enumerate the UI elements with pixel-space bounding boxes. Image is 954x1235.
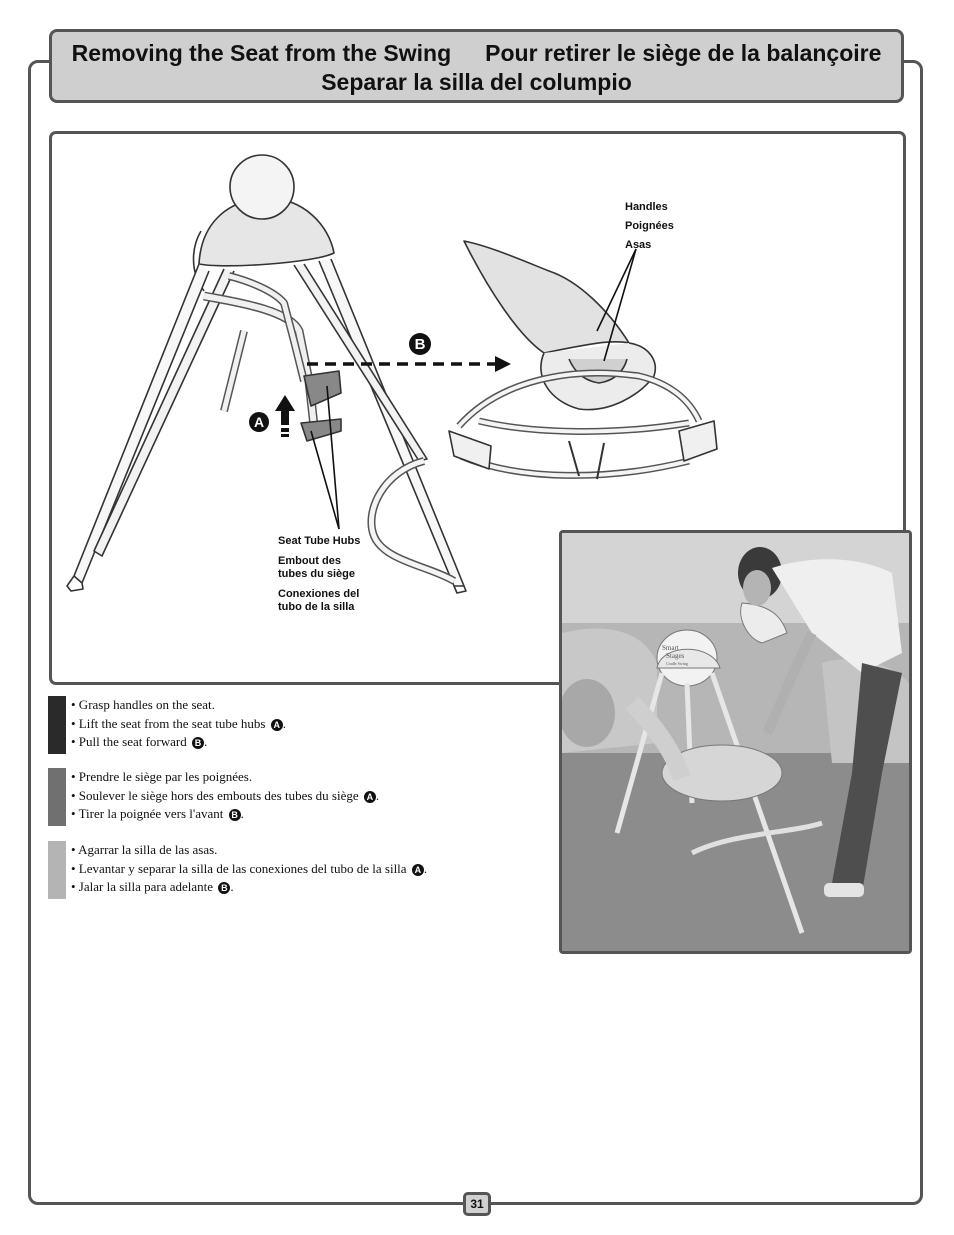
french-step-3: • Tirer la poignée vers l'avant B . <box>71 806 244 821</box>
marker-a-badge: A <box>364 791 376 803</box>
marker-a-label: A <box>253 414 265 430</box>
english-list <box>48 696 548 752</box>
hubs-label-es-1: Conexiones del <box>278 588 360 600</box>
hubs-label <box>278 535 360 614</box>
title-spanish: Separar la silla del columpio <box>321 69 632 95</box>
title-line-1 <box>52 39 901 68</box>
hubs-label-en: Seat Tube Hubs <box>278 535 361 547</box>
removed-seat <box>449 241 717 479</box>
instructions-french <box>48 768 548 826</box>
spanish-step-2: • Levantar y separar la silla de las conexiones del tubo de la silla A . <box>71 860 428 876</box>
handles-label-fr: Poignées <box>625 220 674 232</box>
french-step-2: • Soulever le siège hors des embouts des tubes du siège A . <box>71 787 380 803</box>
lift-arrow <box>275 395 295 437</box>
french-color-bar <box>48 768 66 826</box>
swing-frame <box>67 155 466 593</box>
instructions-spanish <box>48 841 548 899</box>
title-french: Pour retirer le siège de la balançoire <box>485 40 882 66</box>
french-step-1: • Prendre le siège par les poignées. <box>71 769 253 784</box>
marker-b-badge: B <box>192 737 204 749</box>
spanish-step-1: • Agarrar la silla de las asas. <box>71 842 218 857</box>
photo-brand-line-1: Smart <box>662 644 679 652</box>
marker-b-badge: B <box>218 882 230 894</box>
page-number: 31 <box>463 1192 491 1216</box>
english-step-3: • Pull the seat forward B . <box>71 734 208 749</box>
english-step-2: • Lift the seat from the seat tube hubs A . <box>71 715 286 731</box>
english-step-1: • Grasp handles on the seat. <box>71 697 215 712</box>
marker-b-label: B <box>414 336 426 353</box>
hubs-label-fr-2: tubes du siège <box>278 568 356 580</box>
hubs-label-es-2: tubo de la silla <box>278 601 355 613</box>
handles-label <box>625 201 674 252</box>
photo-brand-line-2: Stages <box>666 652 685 660</box>
instructions-english <box>48 696 548 754</box>
marker-a-badge: A <box>271 719 283 731</box>
french-list <box>48 768 548 824</box>
handles-label-en: Handles <box>625 201 668 213</box>
english-color-bar <box>48 696 66 754</box>
title-english: Removing the Seat from the Swing <box>71 40 452 66</box>
hubs-label-fr-1: Embout des <box>278 555 341 567</box>
photo-scene <box>562 533 909 951</box>
spanish-list <box>48 841 548 897</box>
pull-arrow-head <box>495 356 511 372</box>
handles-label-es: Asas <box>625 239 652 251</box>
marker-b-badge: B <box>229 809 241 821</box>
marker-a-badge: A <box>412 864 424 876</box>
title-banner <box>49 29 904 103</box>
spanish-step-3: • Jalar la silla para adelante B . <box>71 879 234 894</box>
spanish-color-bar <box>48 841 66 899</box>
product-photo <box>559 530 912 954</box>
photo-brand-line-3: Cradle Swing <box>666 661 688 666</box>
